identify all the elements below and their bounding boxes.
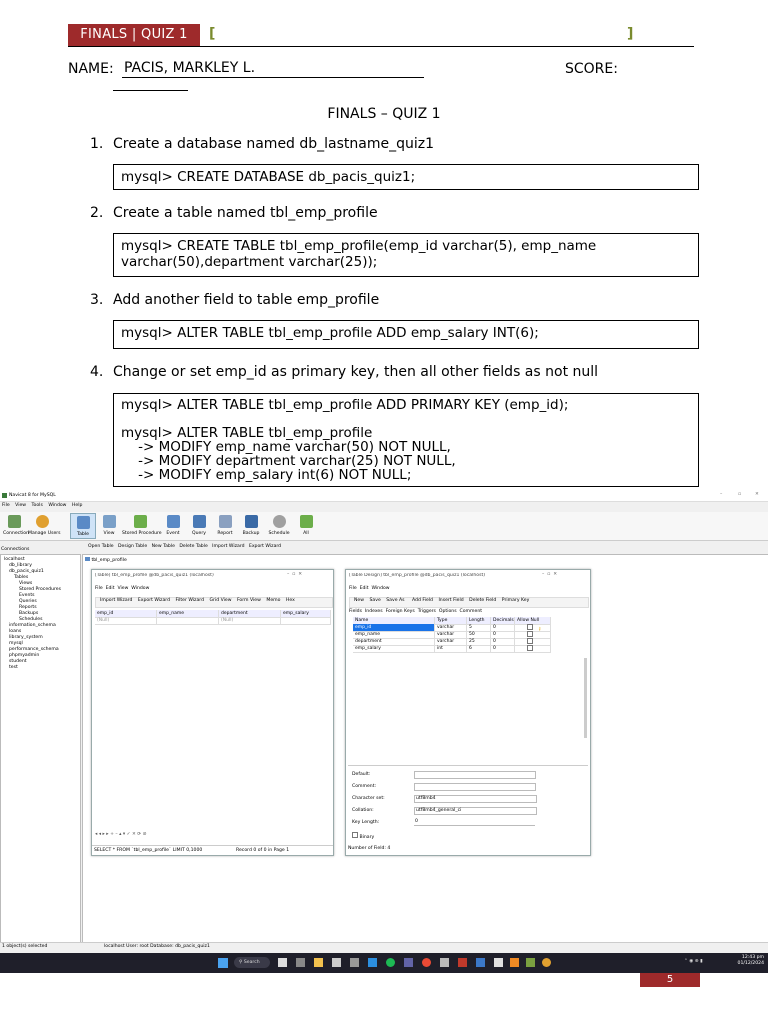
tree-item[interactable]: test	[9, 665, 18, 670]
score-blank	[113, 90, 188, 91]
design-table-button[interactable]: Design Table	[118, 544, 148, 549]
field-decimals[interactable]: 0	[491, 631, 515, 638]
clock[interactable]: 12:43 pm 01/12/2024	[737, 955, 764, 966]
tree-item[interactable]: Stored Procedures	[19, 587, 61, 592]
field-length[interactable]: 6	[467, 645, 491, 652]
tree-item[interactable]: student	[9, 659, 27, 664]
name-value: PACIS, MARKLEY L.	[122, 60, 424, 78]
default-select[interactable]	[414, 771, 536, 779]
save-as-button[interactable]: Save As	[386, 598, 405, 603]
connection-icon	[8, 515, 21, 528]
close-icon[interactable]: ✕	[755, 492, 759, 497]
score-label: SCORE:	[565, 61, 618, 77]
question-number: 3.	[90, 292, 104, 308]
toolbar-stored-procedure[interactable]: Stored Procedure	[122, 515, 158, 537]
field-type[interactable]: varchar	[435, 638, 467, 645]
app-menubar	[0, 503, 82, 511]
toolbar-report[interactable]: Report	[214, 515, 236, 537]
charset-select[interactable]: utf8mb4	[414, 795, 537, 803]
explorer-icon[interactable]	[314, 958, 323, 967]
window-controls[interactable]: – ▫ ✕	[287, 572, 303, 577]
app-statusbar	[0, 942, 768, 951]
tree-item[interactable]: Tables	[14, 575, 29, 580]
table-icon	[77, 516, 90, 529]
teams-icon[interactable]	[404, 958, 413, 967]
fields-grid	[353, 617, 551, 652]
design-tabs	[349, 609, 482, 615]
answer-box: mysql> ALTER TABLE tbl_emp_profile ADD emp_salary INT(6);	[113, 320, 699, 349]
report-icon	[219, 515, 232, 528]
window-menu	[349, 586, 390, 592]
toolbar-event[interactable]: Event	[162, 515, 184, 537]
field-name[interactable]: emp_id	[353, 624, 435, 631]
app-icon[interactable]	[440, 958, 449, 967]
menu-window[interactable]: Window	[48, 503, 67, 508]
app-icon[interactable]	[458, 958, 467, 967]
insert-field-button[interactable]: Insert Field	[438, 598, 464, 603]
toolbar-table[interactable]: Table	[70, 513, 96, 539]
spotify-icon[interactable]	[386, 958, 395, 967]
object-item[interactable]: tbl_emp_profile	[85, 557, 127, 564]
field-length[interactable]: 5	[467, 624, 491, 631]
col-header[interactable]: emp_salary	[281, 610, 331, 617]
menu-tools[interactable]: Tools	[31, 503, 43, 508]
window-controls[interactable]: – ▫ ✕	[542, 572, 558, 577]
menu-edit[interactable]: Edit	[359, 586, 369, 591]
key-icon: ⚷	[538, 627, 542, 632]
table-design-window	[345, 569, 591, 856]
comment-input[interactable]	[414, 783, 536, 791]
export-wizard-button[interactable]: Export Wizard	[248, 544, 282, 549]
filter-wizard-button[interactable]: Filter Wizard	[175, 598, 204, 603]
collation-select[interactable]: utf8mb4_general_ci	[414, 807, 537, 815]
tree-item[interactable]: mysql	[9, 641, 23, 646]
app-icon[interactable]	[332, 958, 341, 967]
tree-item[interactable]: Backups	[19, 611, 39, 616]
field-name[interactable]: department	[353, 638, 435, 645]
tree-item[interactable]: loans	[9, 629, 22, 634]
users-icon	[36, 515, 49, 528]
question-number: 1.	[90, 136, 104, 152]
tree-item[interactable]: Events	[19, 593, 35, 598]
field-decimals[interactable]: 0	[491, 638, 515, 645]
status-connection: localhost User: root Database: db_pacis_quiz1	[104, 944, 210, 949]
grid-cell[interactable]	[281, 617, 331, 624]
page-number: 5	[640, 973, 700, 987]
tab-options[interactable]: Options	[438, 609, 457, 614]
tree-item[interactable]: db_pacis_quiz1	[9, 569, 44, 574]
import-wizard-button[interactable]: Import Wizard	[100, 598, 133, 603]
all-icon	[300, 515, 313, 528]
grid-cell[interactable]: (Null)	[219, 617, 281, 624]
new-table-button[interactable]: New Table	[151, 544, 175, 549]
design-toolbar	[349, 597, 589, 608]
question-text: Create a database named db_lastname_quiz1	[113, 136, 435, 152]
search-icon: ⚲	[239, 960, 243, 965]
allow-null-checkbox[interactable]	[515, 631, 551, 638]
schedule-icon	[273, 515, 286, 528]
navicat-icon[interactable]	[526, 958, 535, 967]
connections-label: Connections	[1, 547, 30, 552]
new-button[interactable]: New	[354, 598, 365, 603]
toolbar-schedule[interactable]: Schedule	[266, 515, 292, 537]
toolbar-connection[interactable]: Connection	[3, 515, 25, 537]
col-header[interactable]: Name	[353, 617, 435, 624]
field-count: Number of Field: 4	[348, 846, 391, 851]
menu-window[interactable]: Window	[371, 586, 390, 591]
app-titlebar	[0, 492, 768, 502]
query-icon	[193, 515, 206, 528]
field-name[interactable]: emp_salary	[353, 645, 435, 652]
menu-help[interactable]: Help	[71, 503, 83, 508]
tree-item[interactable]: library_system	[9, 635, 43, 640]
col-header[interactable]: emp_name	[157, 610, 219, 617]
navicat-screenshot	[0, 492, 768, 973]
prop-label: Default:	[352, 772, 371, 777]
field-type[interactable]: varchar	[435, 631, 467, 638]
tab-foreign-keys[interactable]: Foreign Keys	[385, 609, 415, 614]
system-tray[interactable]: ⌃ ◉ ⊕ ▮	[684, 959, 703, 964]
bracket-close: ]	[627, 26, 634, 42]
question-text: Change or set emp_id as primary key, then all other fields as not null	[113, 364, 599, 380]
app-icon[interactable]	[350, 958, 359, 967]
tree-item[interactable]: performance_schema	[9, 647, 59, 652]
quiz-header-badge: FINALS | QUIZ 1	[68, 24, 200, 46]
sql-text: SELECT * FROM `tbl_emp_profile` LIMIT 0,1000	[94, 848, 203, 853]
save-button[interactable]: Save	[369, 598, 381, 603]
table-row[interactable]	[353, 645, 551, 653]
table-data-window	[91, 569, 334, 856]
data-grid	[95, 610, 331, 624]
tree-item[interactable]: localhost	[4, 557, 25, 562]
prop-label: Comment:	[352, 784, 377, 789]
form-view-button[interactable]: Form View	[236, 598, 261, 603]
col-header[interactable]: department	[219, 610, 281, 617]
tree-item[interactable]: information_schema	[9, 623, 56, 628]
table-icon	[85, 557, 90, 561]
header-rule	[68, 46, 694, 47]
hex-button[interactable]: Hex	[285, 598, 295, 603]
tree-item[interactable]: Views	[19, 581, 33, 586]
memo-button[interactable]: Memo	[266, 598, 281, 603]
menu-file[interactable]: File	[95, 586, 103, 591]
allow-null-checkbox[interactable]	[515, 624, 551, 631]
tree-item[interactable]: db_library	[9, 563, 32, 568]
menu-view[interactable]: View	[15, 503, 27, 508]
field-length[interactable]: 50	[467, 631, 491, 638]
document-title: FINALS – QUIZ 1	[327, 106, 441, 122]
connections-tree	[0, 554, 81, 944]
primary-key-button[interactable]: Primary Key	[501, 598, 530, 603]
widget-icon[interactable]	[296, 958, 305, 967]
vscode-icon[interactable]	[368, 958, 377, 967]
question-number: 4.	[90, 364, 104, 380]
toolbar-view[interactable]: View	[98, 515, 120, 537]
menu-view[interactable]: View	[117, 586, 129, 591]
toolbar-query[interactable]: Query	[188, 515, 210, 537]
menu-window[interactable]: Window	[131, 586, 150, 591]
binary-checkbox[interactable]: Binary	[352, 832, 374, 841]
field-properties	[348, 765, 588, 844]
window-title: [Table] tbl_emp_profile @db_pacis_quiz1 (localhost)	[95, 573, 214, 578]
record-info: Record 0 of 0 in Page 1	[236, 848, 290, 853]
export-wizard-button[interactable]: Export Wizard	[137, 598, 171, 603]
minimize-icon[interactable]: –	[720, 492, 723, 497]
data-statusbar	[92, 845, 333, 855]
app-icon[interactable]	[542, 958, 551, 967]
col-header[interactable]: Decimals	[493, 618, 514, 623]
status-selection: 1 object(s) selected	[2, 944, 48, 949]
tab-triggers[interactable]: Triggers	[417, 609, 436, 614]
field-length[interactable]: 25	[467, 638, 491, 645]
prop-label: Character set:	[352, 796, 385, 801]
answer-box: mysql> CREATE DATABASE db_pacis_quiz1;	[113, 164, 699, 190]
steam-icon[interactable]	[476, 958, 485, 967]
taskbar-search[interactable]: ⚲ Search	[234, 957, 270, 968]
open-table-button[interactable]: Open Table	[88, 544, 114, 549]
window-menu	[95, 586, 149, 592]
menu-file[interactable]: File	[349, 586, 357, 591]
bracket-open: [	[209, 26, 216, 42]
scrollbar[interactable]	[584, 658, 587, 738]
field-type[interactable]: varchar	[435, 624, 467, 631]
name-label: NAME:	[68, 61, 114, 77]
data-toolbar	[95, 597, 333, 608]
tree-item[interactable]: Queries	[19, 599, 37, 604]
app-icon	[2, 493, 7, 498]
view-icon	[103, 515, 116, 528]
tree-item[interactable]: Schedules	[19, 617, 43, 622]
toolbar-backup[interactable]: Backup	[240, 515, 262, 537]
grid-view-button[interactable]: Grid View	[209, 598, 232, 603]
app-icon[interactable]	[494, 958, 503, 967]
add-field-button[interactable]: Add Field	[412, 598, 433, 603]
col-header[interactable]: Length	[467, 617, 491, 624]
grid-cell[interactable]	[157, 617, 219, 624]
allow-null-checkbox[interactable]	[515, 645, 551, 652]
main-toolbar	[0, 512, 768, 541]
field-type[interactable]: int	[435, 645, 467, 652]
taskview-icon[interactable]	[278, 958, 287, 967]
col-header[interactable]: Type	[435, 617, 467, 624]
toolbar-all[interactable]: All	[296, 515, 316, 537]
import-wizard-button[interactable]: Import Wizard	[212, 544, 245, 549]
tree-item[interactable]: Reports	[19, 605, 37, 610]
answer-box: mysql> ALTER TABLE tbl_emp_profile ADD PRIMARY KEY (emp_id); mysql> ALTER TABLE tbl_emp_profile -> MODIFY emp_name varchar(50) NOT NULL, -> MODIFY department varchar(25) NOT NULL, -> MODIFY emp_salary int(6) NOT NULL;	[113, 393, 699, 487]
window-title: [Table Design] tbl_emp_profile @db_pacis_quiz1 (localhost)	[349, 573, 486, 578]
menu-file[interactable]: File	[2, 503, 10, 508]
maximize-icon[interactable]: ▫	[738, 492, 742, 497]
delete-table-button[interactable]: Delete Table	[179, 544, 208, 549]
tree-list	[1, 555, 80, 671]
delete-field-button[interactable]: Delete Field	[469, 598, 497, 603]
col-header[interactable]: Allow Null	[515, 617, 551, 624]
field-decimals[interactable]: 0	[491, 624, 515, 631]
answer-box: mysql> CREATE TABLE tbl_emp_profile(emp_id varchar(5), emp_name varchar(50),department varchar(25));	[113, 233, 699, 277]
start-icon[interactable]	[218, 958, 228, 968]
question-text: Add another field to table emp_profile	[113, 292, 380, 308]
app-title: Navicat 8 for MySQL	[9, 493, 56, 498]
question-number: 2.	[90, 205, 104, 221]
procedure-icon	[134, 515, 147, 528]
tab-fields[interactable]: Fields	[349, 609, 362, 614]
tab-comment[interactable]: Comment	[459, 609, 483, 614]
toolbar-manage-users[interactable]: Manage Users	[28, 515, 56, 537]
allow-null-checkbox[interactable]	[515, 638, 551, 645]
windows-taskbar	[0, 953, 768, 973]
key-length-input[interactable]: 0	[414, 819, 535, 826]
table-row[interactable]	[95, 617, 331, 625]
field-name[interactable]: emp_name	[353, 631, 435, 638]
app-icon[interactable]	[510, 958, 519, 967]
tab-indexes[interactable]: Indexes	[364, 609, 383, 614]
grid-cell[interactable]: (Null)	[95, 617, 157, 624]
question-text: Create a table named tbl_emp_profile	[113, 205, 378, 221]
backup-icon	[245, 515, 258, 528]
field-decimals[interactable]: 0	[491, 645, 515, 652]
chrome-icon[interactable]	[422, 958, 431, 967]
tree-item[interactable]: phpmyadmin	[9, 653, 40, 658]
object-toolbar	[88, 544, 281, 552]
menu-edit[interactable]: Edit	[105, 586, 115, 591]
record-nav[interactable]: ◂ ◂ ▸ ▸ + – ▴ ▾ ✓ ✕ ⟳ ⊘	[95, 832, 147, 837]
prop-label: Collation:	[352, 808, 374, 813]
event-icon	[167, 515, 180, 528]
col-header[interactable]: emp_id	[95, 610, 157, 617]
prop-label: Key Length:	[352, 820, 380, 825]
